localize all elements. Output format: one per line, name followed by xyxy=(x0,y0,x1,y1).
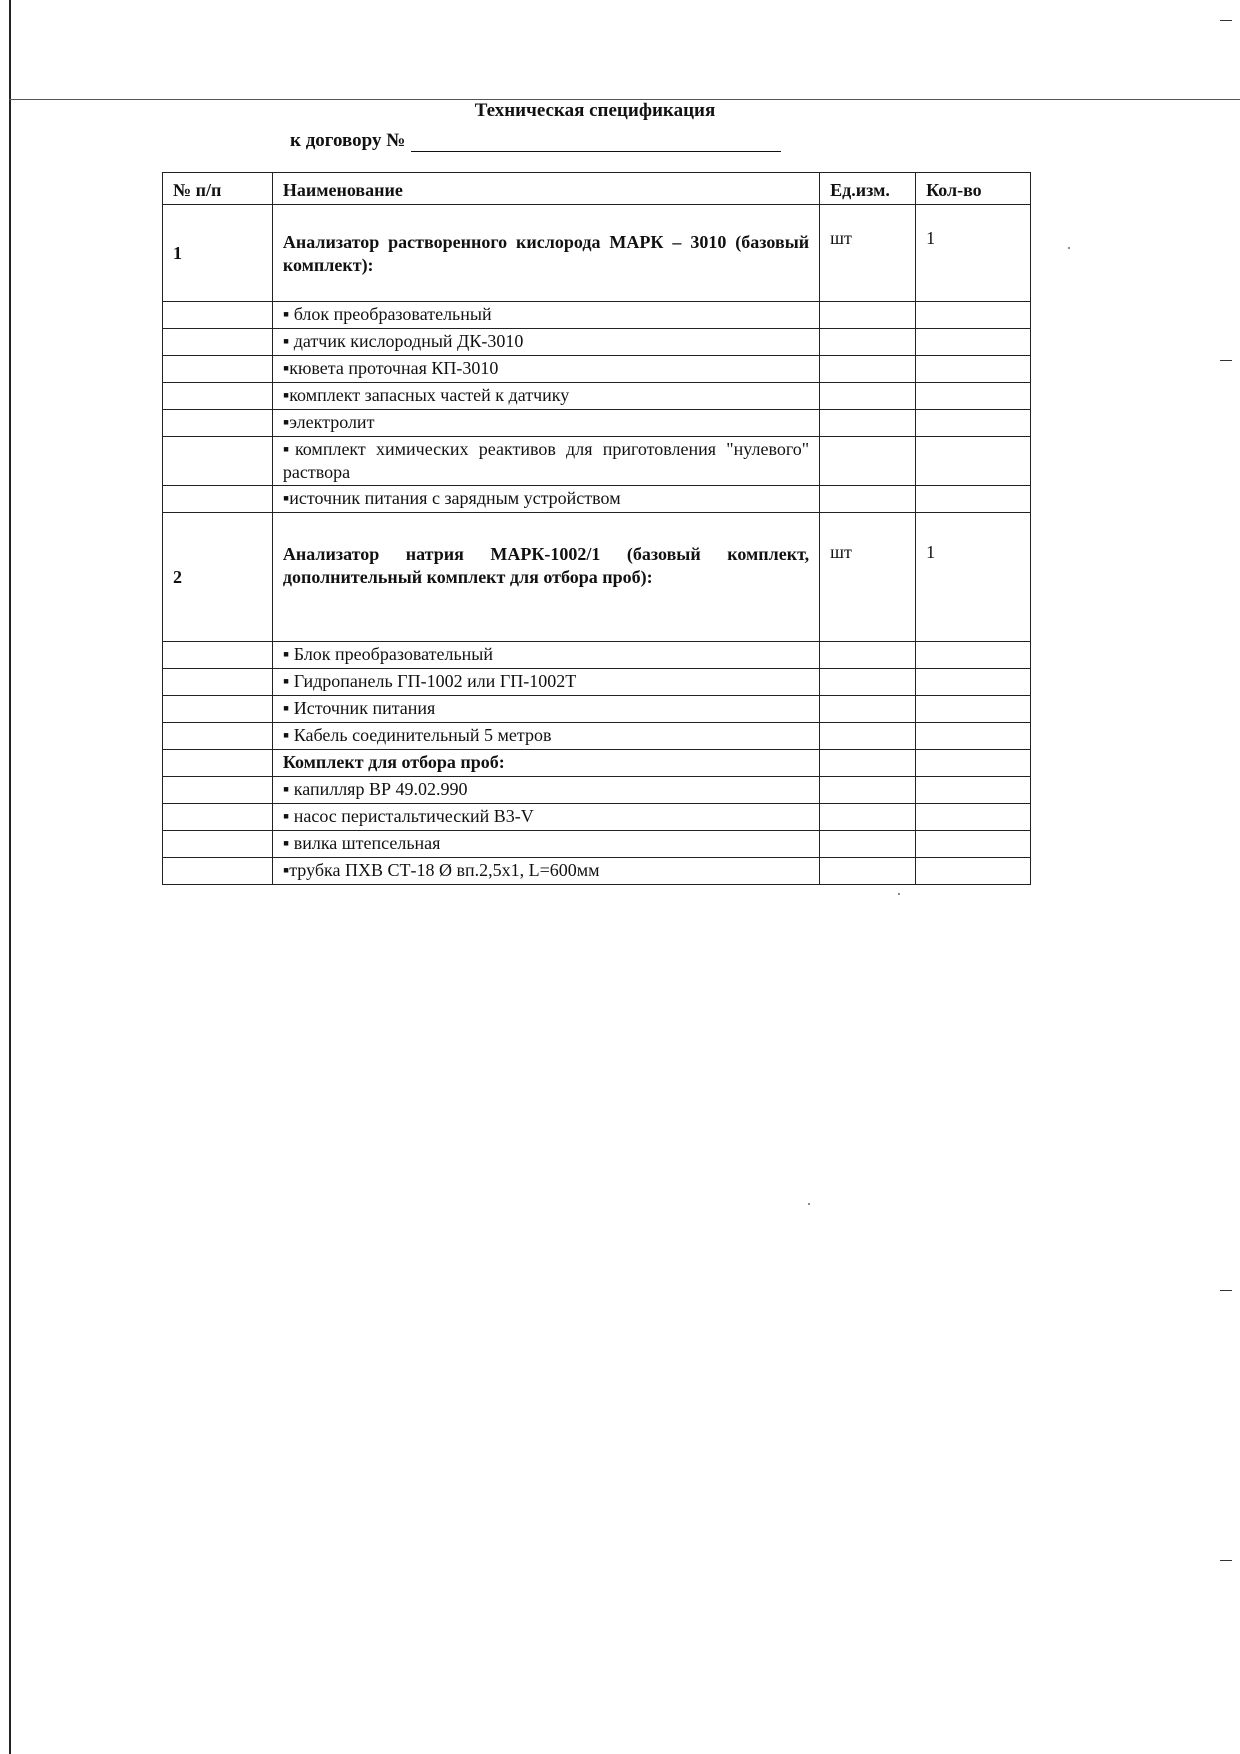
contract-label: к договору № xyxy=(290,130,406,151)
specification-table xyxy=(162,172,1031,885)
empty-cell xyxy=(163,776,273,803)
empty-cell xyxy=(916,857,1031,884)
empty-cell xyxy=(820,356,916,383)
component-name: ▪ насос перистальтический В3-V xyxy=(272,803,819,830)
empty-cell xyxy=(820,722,916,749)
component-name: ▪ Источник питания xyxy=(272,695,819,722)
component-name: ▪ Кабель соединительный 5 метров xyxy=(272,722,819,749)
table-row xyxy=(163,356,1031,383)
empty-cell xyxy=(916,410,1031,437)
table-row xyxy=(163,383,1031,410)
empty-cell xyxy=(163,749,273,776)
empty-cell xyxy=(916,695,1031,722)
document-title: Техническая спецификация xyxy=(474,100,716,121)
table-row xyxy=(163,722,1031,749)
table-row-item-1 xyxy=(163,205,1031,302)
component-name: ▪комплект запасных частей к датчику xyxy=(272,383,819,410)
item-unit: шт xyxy=(820,512,916,641)
table-row xyxy=(163,830,1031,857)
empty-cell xyxy=(820,302,916,329)
empty-cell xyxy=(820,695,916,722)
table-row xyxy=(163,668,1031,695)
empty-cell xyxy=(916,776,1031,803)
item-qty: 1 xyxy=(916,205,1031,302)
component-name: ▪комплект химических реактивов для приготовления "нулевого" раствора xyxy=(272,437,819,486)
empty-cell xyxy=(163,668,273,695)
empty-cell xyxy=(163,356,273,383)
scan-margin-mark xyxy=(1220,360,1232,361)
scan-margin-mark xyxy=(1220,1560,1232,1561)
table-row xyxy=(163,749,1031,776)
component-name: ▪ Гидропанель ГП-1002 или ГП-1002Т xyxy=(272,668,819,695)
table-row xyxy=(163,803,1031,830)
empty-cell xyxy=(163,803,273,830)
item-name: Анализатор растворенного кислорода МАРК – 3010 (базовый комплект): xyxy=(272,205,819,302)
header-name: Наименование xyxy=(272,173,819,205)
table-row xyxy=(163,485,1031,512)
empty-cell xyxy=(916,485,1031,512)
empty-cell xyxy=(916,668,1031,695)
empty-cell xyxy=(820,485,916,512)
component-name: ▪электролит xyxy=(272,410,819,437)
empty-cell xyxy=(163,722,273,749)
empty-cell xyxy=(163,857,273,884)
empty-cell xyxy=(163,830,273,857)
item-name: Анализатор натрия МАРК-1002/1 (базовый комплект, дополнительный комплект для отбора проб): xyxy=(272,512,819,641)
component-name: ▪источник питания с зарядным устройством xyxy=(272,485,819,512)
component-name: ▪ капилляр ВР 49.02.990 xyxy=(272,776,819,803)
component-name: ▪трубка ПХВ СТ-18 Ø вп.2,5х1, L=600мм xyxy=(272,857,819,884)
empty-cell xyxy=(916,356,1031,383)
table-row xyxy=(163,641,1031,668)
empty-cell xyxy=(916,749,1031,776)
empty-cell xyxy=(163,302,273,329)
contract-number-blank xyxy=(411,135,781,152)
empty-cell xyxy=(916,302,1031,329)
item-unit: шт xyxy=(820,205,916,302)
empty-cell xyxy=(163,695,273,722)
component-name: ▪ датчик кислородный ДК-3010 xyxy=(272,329,819,356)
empty-cell xyxy=(820,329,916,356)
empty-cell xyxy=(916,722,1031,749)
empty-cell xyxy=(820,668,916,695)
scan-speck xyxy=(1068,247,1070,249)
table-row xyxy=(163,329,1031,356)
table-row xyxy=(163,437,1031,486)
item-num: 1 xyxy=(163,205,273,302)
empty-cell xyxy=(916,830,1031,857)
component-name: ▪ вилка штепсельная xyxy=(272,830,819,857)
table-row xyxy=(163,302,1031,329)
empty-cell xyxy=(916,641,1031,668)
empty-cell xyxy=(820,776,916,803)
table-row-item-2 xyxy=(163,512,1031,641)
table-row xyxy=(163,776,1031,803)
empty-cell xyxy=(916,329,1031,356)
empty-cell xyxy=(916,383,1031,410)
table-header-row xyxy=(163,173,1031,205)
empty-cell xyxy=(916,803,1031,830)
table-row xyxy=(163,857,1031,884)
empty-cell xyxy=(163,485,273,512)
empty-cell xyxy=(820,857,916,884)
table-row xyxy=(163,695,1031,722)
empty-cell xyxy=(820,641,916,668)
empty-cell xyxy=(163,329,273,356)
contract-reference xyxy=(290,130,781,152)
component-name: ▪кювета проточная КП-3010 xyxy=(272,356,819,383)
empty-cell xyxy=(820,437,916,486)
scan-speck xyxy=(898,893,900,895)
empty-cell xyxy=(916,437,1031,486)
empty-cell xyxy=(820,410,916,437)
item-qty: 1 xyxy=(916,512,1031,641)
header-qty: Кол-во xyxy=(916,173,1031,205)
scan-speck xyxy=(808,1203,810,1205)
header-unit: Ед.изм. xyxy=(820,173,916,205)
header-num: № п/п xyxy=(163,173,273,205)
empty-cell xyxy=(163,410,273,437)
scan-margin-mark xyxy=(1220,1290,1232,1291)
item-num: 2 xyxy=(163,512,273,641)
empty-cell xyxy=(163,383,273,410)
sampling-kit-heading: Комплект для отбора проб: xyxy=(272,749,819,776)
empty-cell xyxy=(820,830,916,857)
table-row xyxy=(163,410,1031,437)
scan-margin-mark xyxy=(1220,20,1232,21)
empty-cell xyxy=(820,749,916,776)
component-name: ▪ Блок преобразовательный xyxy=(272,641,819,668)
empty-cell xyxy=(820,383,916,410)
empty-cell xyxy=(820,803,916,830)
component-name: ▪ блок преобразовательный xyxy=(272,302,819,329)
empty-cell xyxy=(163,641,273,668)
scan-left-border xyxy=(9,0,11,1754)
empty-cell xyxy=(163,437,273,486)
